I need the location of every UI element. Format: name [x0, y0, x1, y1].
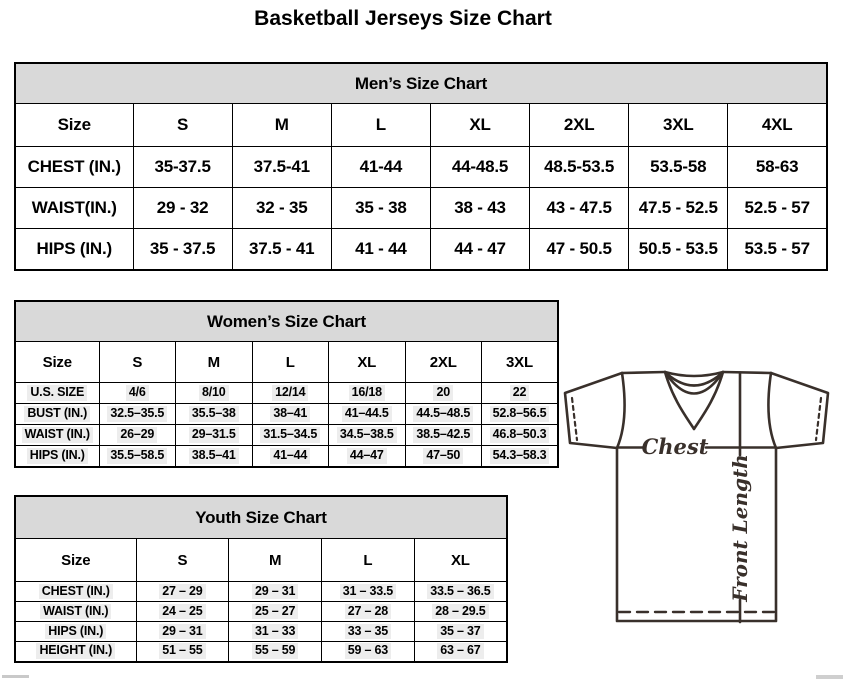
table-cell: 31 – 33: [229, 622, 322, 642]
column-header-row: [15, 342, 558, 383]
table-row: [15, 622, 507, 642]
table-row: [15, 602, 507, 622]
table-cell: 20: [405, 383, 482, 404]
table-cell: 50.5 - 53.5: [629, 229, 728, 270]
table-cell: 29 – 31: [136, 622, 229, 642]
table-cell: 32.5–35.5: [99, 404, 176, 425]
page-title: Basketball Jerseys Size Chart: [254, 7, 552, 30]
table-cell: 41–44: [252, 446, 329, 467]
table-cell: 47–50: [405, 446, 482, 467]
table-cell: 38.5–42.5: [405, 425, 482, 446]
row-label: WAIST (IN.): [15, 602, 136, 622]
table-row: [15, 383, 558, 404]
table-cell: 44 - 47: [430, 229, 529, 270]
table-cell: 52.8–56.5: [482, 404, 559, 425]
column-header: 2XL: [405, 342, 482, 383]
row-label: WAIST (IN.): [15, 425, 99, 446]
column-header-row: [15, 104, 827, 147]
row-label: BUST (IN.): [15, 404, 99, 425]
table-row: [15, 425, 558, 446]
table-title: Men’s Size Chart: [15, 63, 827, 104]
table-cell: 38 - 43: [430, 188, 529, 229]
row-label: HEIGHT (IN.): [15, 642, 136, 662]
column-header: S: [133, 104, 232, 147]
table-row: [15, 404, 558, 425]
table-cell: 53.5-58: [629, 147, 728, 188]
table-cell: 26–29: [99, 425, 176, 446]
column-header: 3XL: [629, 104, 728, 147]
table-cell: 35.5–58.5: [99, 446, 176, 467]
table-cell: 47 - 50.5: [530, 229, 629, 270]
table-row: [15, 446, 558, 467]
column-header: Size: [15, 539, 136, 582]
table-cell: 38–41: [252, 404, 329, 425]
table-cell: 32 - 35: [232, 188, 331, 229]
table-cell: 41–44.5: [329, 404, 406, 425]
table-cell: 55 – 59: [229, 642, 322, 662]
table-cell: 35-37.5: [133, 147, 232, 188]
table-cell: 29 – 31: [229, 582, 322, 602]
table-cell: 37.5-41: [232, 147, 331, 188]
column-header: 4XL: [728, 104, 827, 147]
table-cell: 4/6: [99, 383, 176, 404]
row-label: HIPS (IN.): [15, 622, 136, 642]
mens-size-chart-table: [14, 62, 828, 271]
table-title: Women’s Size Chart: [15, 301, 558, 342]
column-header: Size: [15, 342, 99, 383]
table-title: Youth Size Chart: [15, 496, 507, 539]
column-header: L: [252, 342, 329, 383]
table-title-row: [15, 496, 507, 539]
mens-size-chart: [14, 62, 828, 271]
row-label: CHEST (IN.): [15, 582, 136, 602]
table-cell: 54.3–58.3: [482, 446, 559, 467]
table-cell: 33 – 35: [322, 622, 415, 642]
table-cell: 29 - 32: [133, 188, 232, 229]
table-cell: 34.5–38.5: [329, 425, 406, 446]
table-cell: 44-48.5: [430, 147, 529, 188]
left-sleeve-stitch-dashed: [572, 398, 577, 440]
column-header: L: [322, 539, 415, 582]
womens-size-chart: [14, 300, 559, 468]
table-row: [15, 229, 827, 270]
shoulder-left-line: [622, 372, 665, 373]
table-cell: 12/14: [252, 383, 329, 404]
row-label: CHEST (IN.): [15, 147, 133, 188]
front-length-label: Front Length: [728, 454, 752, 602]
table-cell: 46.8–50.3: [482, 425, 559, 446]
table-cell: 24 – 25: [136, 602, 229, 622]
table-cell: 27 – 28: [322, 602, 415, 622]
column-header: S: [136, 539, 229, 582]
column-header: M: [232, 104, 331, 147]
table-cell: 35.5–38: [176, 404, 253, 425]
row-label: U.S. SIZE: [15, 383, 99, 404]
table-cell: 41 - 44: [331, 229, 430, 270]
table-cell: 51 – 55: [136, 642, 229, 662]
column-header: XL: [329, 342, 406, 383]
column-header: M: [229, 539, 322, 582]
row-label: WAIST(IN.): [15, 188, 133, 229]
table-cell: 35 - 38: [331, 188, 430, 229]
table-cell: 44–47: [329, 446, 406, 467]
table-title-row: [15, 63, 827, 104]
table-row: [15, 582, 507, 602]
jersey-measurement-diagram: [555, 358, 843, 653]
table-cell: 43 - 47.5: [530, 188, 629, 229]
column-header: 3XL: [482, 342, 559, 383]
collar-back-curve: [665, 372, 723, 376]
cropped-fragment-left: [2, 675, 29, 678]
column-header: M: [176, 342, 253, 383]
table-cell: 29–31.5: [176, 425, 253, 446]
table-cell: 35 - 37.5: [133, 229, 232, 270]
column-header: 2XL: [530, 104, 629, 147]
table-cell: 27 – 29: [136, 582, 229, 602]
left-armhole-curve: [617, 373, 625, 448]
cropped-fragment-right: [816, 675, 843, 679]
column-header: Size: [15, 104, 133, 147]
table-cell: 22: [482, 383, 559, 404]
table-cell: 59 – 63: [322, 642, 415, 662]
table-cell: 47.5 - 52.5: [629, 188, 728, 229]
youth-size-chart: [14, 495, 508, 663]
table-row: [15, 147, 827, 188]
table-row: [15, 642, 507, 662]
right-armhole-curve: [768, 373, 776, 448]
row-label: HIPS (IN.): [15, 446, 99, 467]
youth-size-chart-table: [14, 495, 508, 663]
table-cell: 25 – 27: [229, 602, 322, 622]
table-cell: 52.5 - 57: [728, 188, 827, 229]
table-cell: 58-63: [728, 147, 827, 188]
table-cell: 63 – 67: [414, 642, 507, 662]
table-row: [15, 188, 827, 229]
column-header: XL: [414, 539, 507, 582]
table-cell: 8/10: [176, 383, 253, 404]
table-title-row: [15, 301, 558, 342]
table-cell: 37.5 - 41: [232, 229, 331, 270]
womens-size-chart-table: [14, 300, 559, 468]
table-cell: 31.5–34.5: [252, 425, 329, 446]
shoulder-right-line: [723, 372, 771, 373]
column-header: S: [99, 342, 176, 383]
column-header-row: [15, 539, 507, 582]
table-cell: 16/18: [329, 383, 406, 404]
table-cell: 35 – 37: [414, 622, 507, 642]
table-cell: 31 – 33.5: [322, 582, 415, 602]
table-cell: 53.5 - 57: [728, 229, 827, 270]
chest-label: Chest: [641, 434, 709, 459]
table-cell: 33.5 – 36.5: [414, 582, 507, 602]
table-cell: 41-44: [331, 147, 430, 188]
column-header: L: [331, 104, 430, 147]
collar-v-outline: [665, 372, 723, 429]
table-cell: 28 – 29.5: [414, 602, 507, 622]
table-cell: 44.5–48.5: [405, 404, 482, 425]
row-label: HIPS (IN.): [15, 229, 133, 270]
body-outline: [617, 448, 776, 621]
right-sleeve-stitch-dashed: [816, 398, 821, 440]
table-cell: 48.5-53.5: [530, 147, 629, 188]
table-cell: 38.5–41: [176, 446, 253, 467]
column-header: XL: [430, 104, 529, 147]
